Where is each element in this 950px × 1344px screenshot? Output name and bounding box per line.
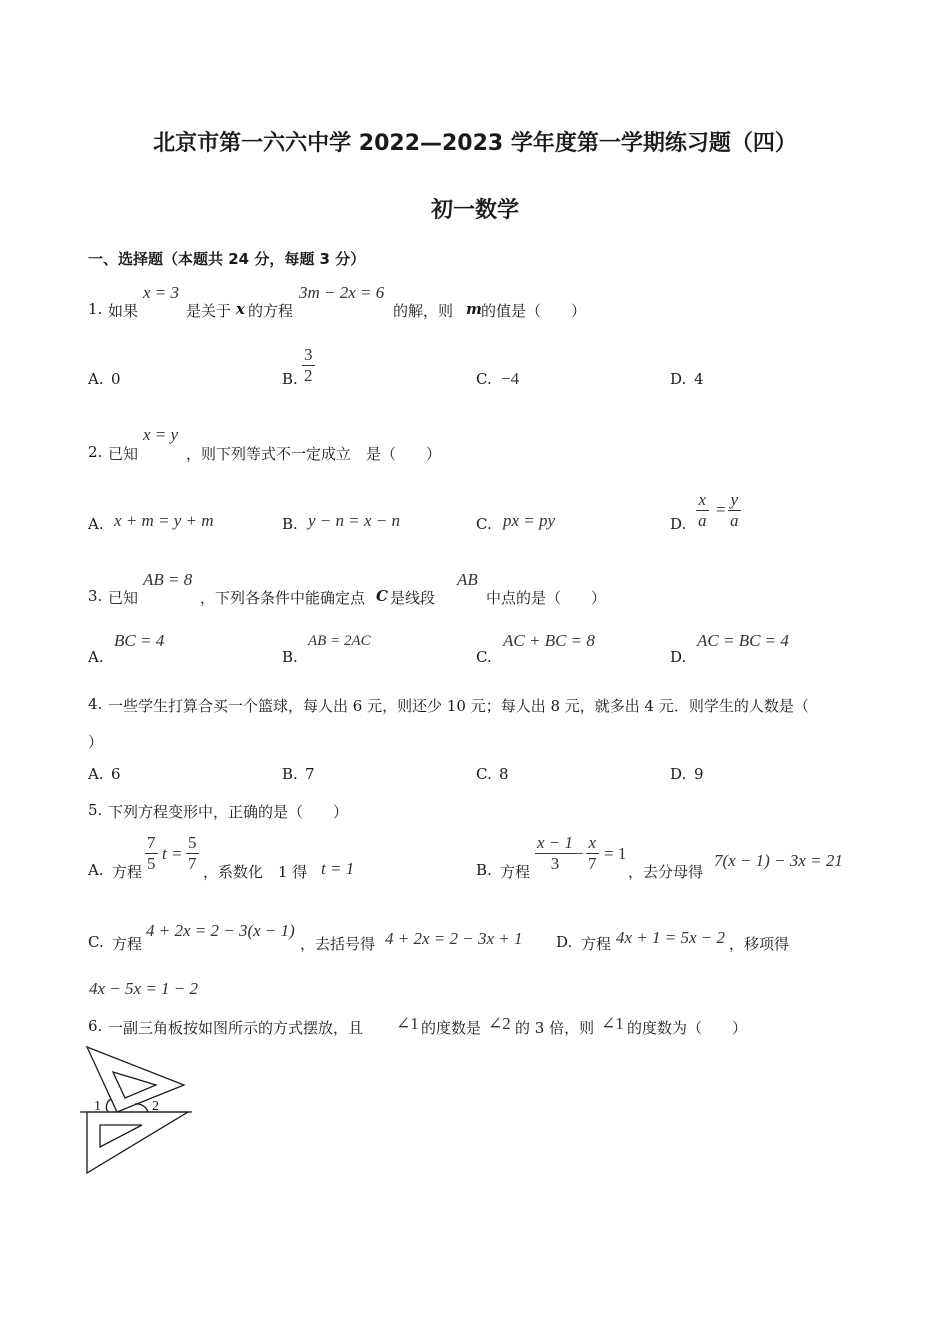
option-b-text: ，去分母得 bbox=[628, 863, 704, 881]
page-title: 北京市第一六六中学 2022—2023 学年度第一学期练习题（四） bbox=[153, 131, 797, 156]
option-a-value: 6 bbox=[111, 765, 121, 783]
option-d-text: ，移项得 bbox=[729, 935, 790, 953]
variable: x bbox=[236, 300, 245, 318]
denominator: 7 bbox=[188, 854, 197, 873]
question-text: 如果 bbox=[108, 302, 139, 320]
denominator: 2 bbox=[304, 366, 313, 385]
question-text: 一些学生打算合买一个篮球，每人出 6 元，则还少 10 元；每人出 8 元，就多出 4 元．则学生的人数是（ bbox=[108, 697, 809, 715]
question-text: 的度数为（ ） bbox=[627, 1019, 748, 1037]
question-text: 的方程 bbox=[248, 302, 294, 320]
numerator: x bbox=[696, 490, 709, 511]
angle-1-label: 1 bbox=[94, 1099, 101, 1114]
fraction bbox=[586, 833, 599, 874]
question-text: 已知 bbox=[108, 589, 139, 607]
option-b-text: 方程 bbox=[500, 863, 531, 881]
option-a-text: 方程 bbox=[112, 863, 143, 881]
lower-triangle bbox=[87, 1112, 188, 1173]
minus-sign: − bbox=[574, 844, 584, 863]
angle-symbol: ∠2 bbox=[488, 1014, 511, 1033]
question-text: ，则下列等式不一定成立 是（ ） bbox=[186, 445, 442, 463]
question-number: 6. bbox=[88, 1017, 103, 1035]
angle-symbol: ∠1 bbox=[601, 1014, 624, 1033]
question-text: 是线段 bbox=[390, 589, 436, 607]
option-a-label: A. bbox=[88, 861, 104, 879]
question-text: 是关于 bbox=[186, 302, 232, 320]
fraction bbox=[145, 833, 158, 874]
question-number: 3. bbox=[88, 587, 103, 605]
question-text: 一副三角板按如图所示的方式摆放，且 bbox=[108, 1019, 364, 1037]
option-c-value: 8 bbox=[499, 765, 509, 783]
option-d-value: AC = BC = 4 bbox=[697, 631, 789, 650]
option-c-value: AC + BC = 8 bbox=[503, 631, 595, 650]
option-d-label: D. bbox=[556, 933, 573, 951]
option-a-value: x + m = y + m bbox=[114, 511, 214, 530]
upper-triangle bbox=[87, 1047, 184, 1112]
option-d-label: D. bbox=[670, 515, 687, 533]
option-c-label: C. bbox=[88, 933, 104, 951]
option-b-label: B. bbox=[282, 765, 298, 783]
option-c-label: C. bbox=[476, 648, 492, 666]
option-b-value: y − n = x − n bbox=[308, 511, 401, 530]
option-d-value: 4 bbox=[694, 370, 704, 388]
option-c-label: C. bbox=[476, 515, 492, 533]
option-d-label: D. bbox=[670, 765, 687, 783]
fraction bbox=[186, 833, 199, 874]
option-b-label: B. bbox=[282, 648, 298, 666]
question-text: 的值是（ ） bbox=[481, 302, 587, 320]
question-text: ） bbox=[88, 733, 104, 751]
option-b-label: B. bbox=[476, 861, 492, 879]
numerator: x bbox=[586, 833, 599, 854]
math-expression: 7(x − 1) − 3x = 21 bbox=[714, 851, 843, 870]
denominator: a bbox=[730, 511, 739, 530]
denominator: 7 bbox=[588, 854, 597, 873]
math-expression: x = y bbox=[143, 425, 179, 444]
math-expression: 4 + 2x = 2 − 3x + 1 bbox=[385, 929, 523, 948]
question-text: 下列方程变形中，正确的是（ ） bbox=[108, 803, 349, 821]
numerator: y bbox=[728, 490, 741, 511]
option-b-label: B. bbox=[282, 370, 298, 388]
option-c-value: −4 bbox=[501, 369, 520, 388]
option-a-label: A. bbox=[88, 515, 104, 533]
math-expression: = 1 bbox=[604, 844, 627, 863]
question-text: 已知 bbox=[108, 445, 139, 463]
option-a-value: BC = 4 bbox=[114, 631, 165, 650]
variable: m bbox=[466, 300, 482, 318]
question-number: 4. bbox=[88, 695, 103, 713]
question-text: 的度数是 bbox=[421, 1019, 482, 1037]
upper-triangle-hole bbox=[113, 1072, 156, 1098]
denominator: 3 bbox=[550, 854, 560, 873]
option-a-label: A. bbox=[88, 765, 104, 783]
math-expression: x = 3 bbox=[143, 283, 180, 302]
variable: C bbox=[376, 587, 388, 605]
numerator: 5 bbox=[188, 833, 197, 852]
page-subtitle: 初一数学 bbox=[430, 198, 519, 223]
math-expression: t = bbox=[162, 844, 183, 863]
math-expression: t = 1 bbox=[321, 859, 355, 878]
angle-symbol: ∠1 bbox=[396, 1014, 419, 1033]
math-expression: AB = 8 bbox=[143, 570, 193, 589]
question-number: 1. bbox=[88, 300, 103, 318]
math-expression: 4 + 2x = 2 − 3(x − 1) bbox=[146, 921, 295, 940]
math-expression: AB bbox=[457, 570, 478, 589]
math-expression: 3m − 2x = 6 bbox=[299, 283, 385, 302]
option-d-text: 方程 bbox=[581, 935, 612, 953]
option-c-label: C. bbox=[476, 765, 492, 783]
question-number: 5. bbox=[88, 801, 103, 819]
set-squares-figure bbox=[80, 1040, 200, 1180]
option-d-fraction-left bbox=[696, 490, 709, 531]
option-c-text: ，去括号得 bbox=[300, 935, 376, 953]
numerator: 3 bbox=[304, 345, 313, 364]
option-b-label: B. bbox=[282, 515, 298, 533]
question-text: 的解，则 bbox=[393, 302, 454, 320]
question-text: 中点的是（ ） bbox=[486, 589, 607, 607]
math-expression: 4x + 1 = 5x − 2 bbox=[616, 928, 726, 947]
angle-2-arc bbox=[135, 1104, 148, 1112]
denominator: a bbox=[698, 511, 707, 530]
question-text: 的 3 倍，则 bbox=[515, 1019, 595, 1037]
option-a-label: A. bbox=[88, 648, 104, 666]
option-c-label: C. bbox=[476, 370, 492, 388]
option-c-value: px = py bbox=[503, 511, 556, 530]
option-c-text: 方程 bbox=[112, 935, 143, 953]
question-number: 2. bbox=[88, 443, 103, 461]
angle-2-label: 2 bbox=[152, 1099, 159, 1114]
option-b-value: AB = 2AC bbox=[308, 633, 371, 649]
option-b-fraction bbox=[302, 345, 315, 386]
angle-1-arc bbox=[106, 1099, 111, 1112]
option-d-label: D. bbox=[670, 370, 687, 388]
option-d-fraction-right bbox=[728, 490, 741, 531]
numerator: x − 1 bbox=[537, 833, 574, 852]
equals-sign: = bbox=[716, 500, 726, 519]
option-b-value: 7 bbox=[305, 765, 315, 783]
option-a-text: ，系数化 1 得 bbox=[203, 863, 308, 881]
denominator: 5 bbox=[147, 854, 156, 873]
fraction bbox=[535, 833, 575, 874]
option-a-label: A. bbox=[88, 370, 104, 388]
math-expression: 4x − 5x = 1 − 2 bbox=[89, 979, 199, 998]
option-d-label: D. bbox=[670, 648, 687, 666]
option-a-value: 0 bbox=[111, 370, 121, 388]
question-text: ，下列各条件中能确定点 bbox=[200, 589, 366, 607]
numerator: 7 bbox=[147, 833, 156, 852]
option-d-value: 9 bbox=[694, 765, 704, 783]
section-heading: 一、选择题（本题共 24 分，每题 3 分） bbox=[88, 250, 366, 268]
